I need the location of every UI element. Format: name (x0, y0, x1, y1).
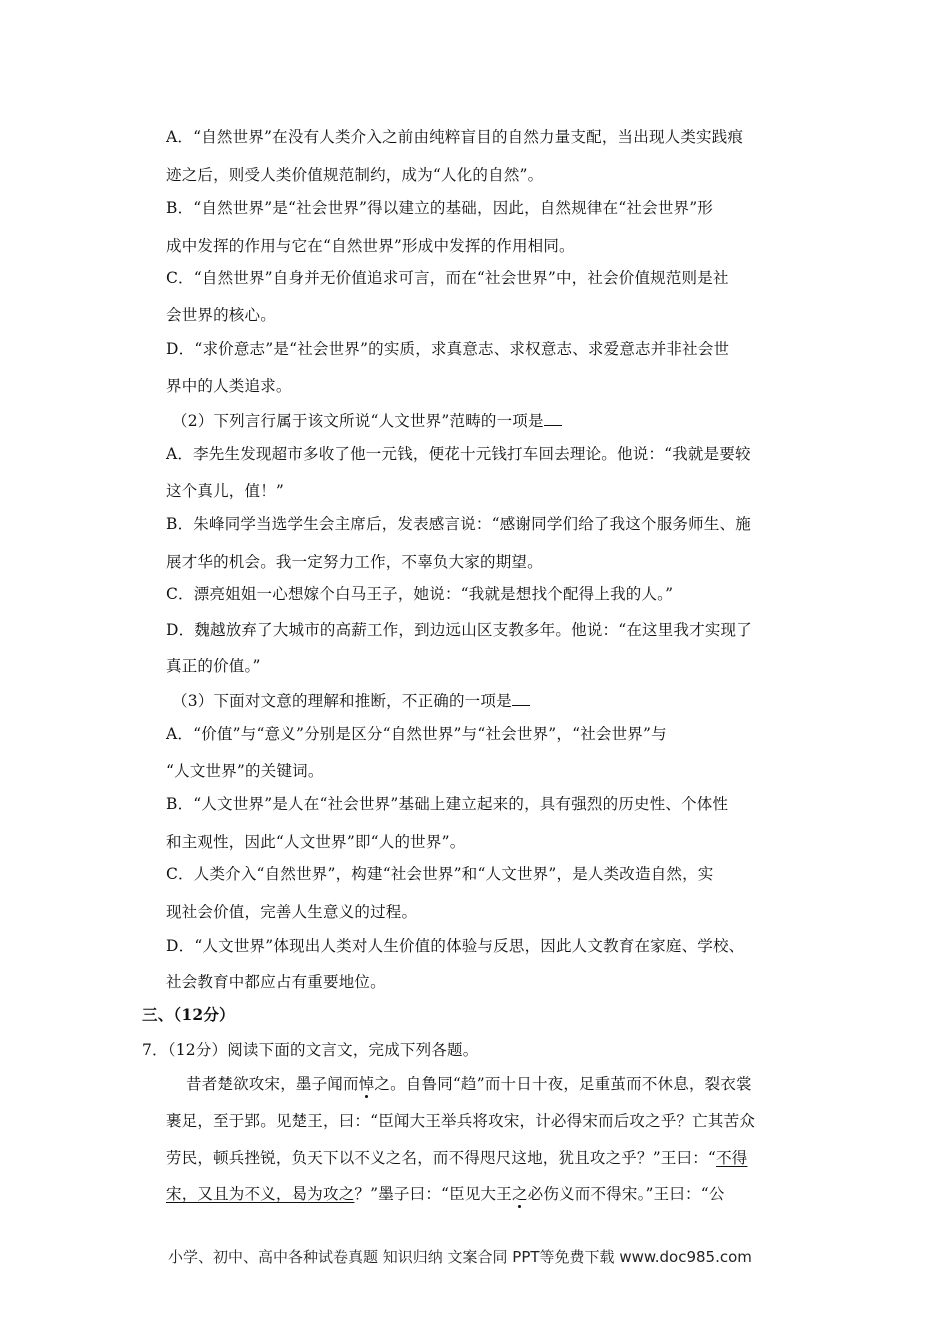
q3-stem-text: （3）下面对文意的理解和推断，不正确的一项是 (172, 692, 512, 710)
q2-option-c-line1: C．漂亮姐姐一心想嫁个白马王子，她说：“我就是想找个配得上我的人。” (166, 585, 674, 603)
q3-stem (172, 690, 530, 711)
passage-line-2: 裹足，至于郢。见楚王，曰：“臣闻大王举兵将攻宋，计必得宋而后攻之乎？亡其苦众 (166, 1112, 756, 1130)
q1-option-c-line1: C．“自然世界”自身并无价值追求可言，而在“社会世界”中，社会价值规范则是社 (166, 269, 729, 287)
q3-option-d-line2: 社会教育中都应占有重要地位。 (166, 973, 386, 991)
passage-text: 昔者楚欲攻宋，墨子闻而 (186, 1075, 359, 1093)
q1-option-a-line2: 迹之后，则受人类价值规范制约，成为“人化的自然”。 (166, 166, 544, 184)
emphasized-char: 之 (511, 1185, 528, 1203)
q2-option-a-line2: 这个真儿，值！” (166, 482, 285, 500)
underlined-text: 不得 (716, 1149, 748, 1167)
q3-option-c-line2: 现社会价值，完善人生意义的过程。 (166, 903, 418, 921)
q2-option-d-line2: 真正的价值。” (166, 657, 261, 675)
passage-line-3 (166, 1148, 747, 1168)
emphasized-char: 悼 (358, 1075, 375, 1093)
q2-option-b-line1: B．朱峰同学当选学生会主席后，发表感言说：“感谢同学们给了我这个服务师生、施 (166, 515, 751, 533)
underlined-text: 宋，又且为不义，曷为攻之 (166, 1185, 355, 1203)
q3-option-a-line1: A．“价值”与“意义”分别是区分“自然世界”与“社会世界”，“社会世界”与 (166, 725, 667, 743)
answer-blank (512, 690, 530, 706)
q2-stem (172, 410, 562, 431)
q3-option-b-line1: B．“人文世界”是人在“社会世界”基础上建立起来的，具有强烈的历史性、个体性 (166, 795, 729, 813)
q1-option-c-line2: 会世界的核心。 (166, 306, 276, 324)
passage-text: 必伤义而不得宋。”王曰：“公 (527, 1185, 725, 1203)
q1-option-a-line1: A．“自然世界”在没有人类介入之前由纯粹盲目的自然力量支配，当出现人类实践痕 (166, 128, 744, 146)
q3-option-a-line2: “人文世界”的关键词。 (166, 762, 324, 780)
answer-blank (544, 410, 562, 426)
section-heading: 三、（12分） (142, 1005, 235, 1024)
q2-option-a-line1: A．李先生发现超市多收了他一元钱，便花十元钱打车回去理论。他说：“我就是要较 (166, 445, 751, 463)
passage-text: 之。自鲁同“趋”而十日十夜，足重茧而不休息，裂衣裳 (374, 1075, 752, 1093)
q3-option-b-line2: 和主观性，因此“人文世界”即“人的世界”。 (166, 833, 466, 851)
passage-text: 劳民，顿兵挫锐，负天下以不义之名，而不得咫尺这地，犹且攻之乎？”王曰：“ (166, 1149, 717, 1167)
q1-option-b-line1: B．“自然世界”是“社会世界”得以建立的基础，因此，自然规律在“社会世界”形 (166, 199, 714, 217)
q2-option-b-line2: 展才华的机会。我一定努力工作，不辜负大家的期望。 (166, 553, 543, 571)
q2-option-d-line1: D．魏越放弃了大城市的高薪工作，到边远山区支教多年。他说：“在这里我才实现了 (166, 621, 752, 639)
q3-option-d-line1: D．“人文世界”体现出人类对人生价值的体验与反思，因此人文教育在家庭、学校、 (166, 937, 745, 955)
q1-option-b-line2: 成中发挥的作用与它在“自然世界”形成中发挥的作用相同。 (166, 237, 575, 255)
q2-stem-text: （2）下列言行属于该文所说“人文世界”范畴的一项是 (172, 412, 544, 430)
q3-option-c-line1: C．人类介入“自然世界”，构建“社会世界”和“人文世界”，是人类改造自然，实 (166, 865, 714, 883)
q1-option-d-line2: 界中的人类追求。 (166, 377, 292, 395)
page-footer: 小学、初中、高中各种试卷真题 知识归纳 文案合同 PPT等免费下载 www.doc985.com (168, 1248, 752, 1266)
passage-line-1 (186, 1074, 752, 1094)
passage-line-4 (166, 1184, 725, 1204)
passage-text: ？”墨子曰：“臣见大王 (354, 1185, 512, 1203)
q7-title: 7．（12分）阅读下面的文言文，完成下列各题。 (142, 1041, 479, 1059)
q1-option-d-line1: D．“求价意志”是“社会世界”的实质，求真意志、求权意志、求爱意志并非社会世 (166, 340, 730, 358)
